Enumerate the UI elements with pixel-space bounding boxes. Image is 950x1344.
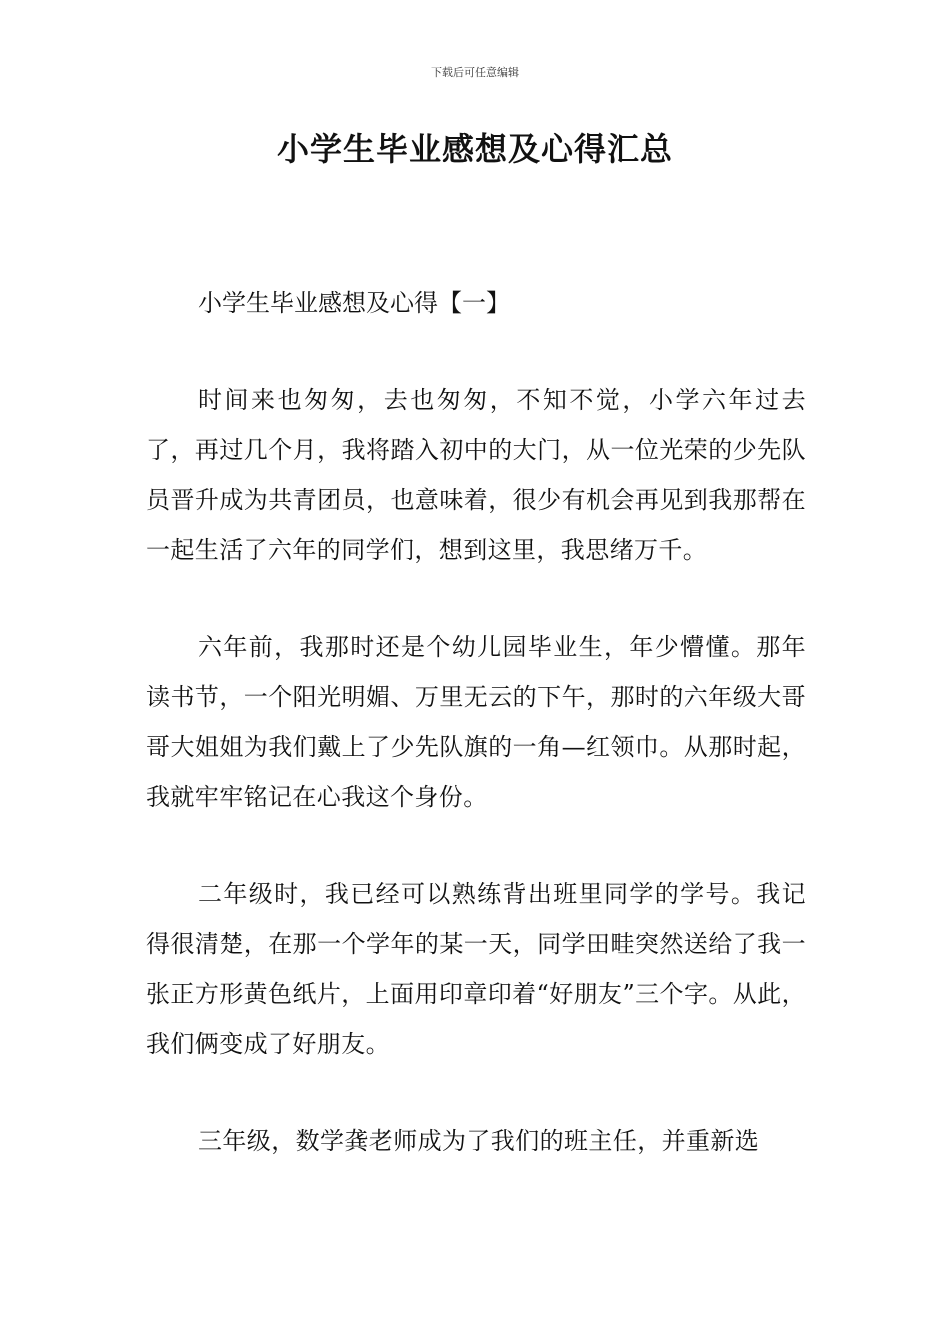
paragraph-2: 六年前，我那时还是个幼儿园毕业生，年少懵懂。那年读书节，一个阳光明媚、万里无云的下午，那时的六年级大哥哥大姐姐为我们戴上了少先队旗的一角—红领巾。从那时起，我就牢牢铭记在心我这个身份。	[146, 633, 806, 811]
paragraph-3: 二年级时，我已经可以熟练背出班里同学的学号。我记得很清楚，在那一个学年的某一天，同学田畦突然送给了我一张正方形黄色纸片，上面用印章印着“好朋友”三个字。从此，我们俩变成了好朋友。	[146, 880, 806, 1058]
paragraph-4: 三年级，数学龚老师成为了我们的班主任，并重新选	[198, 1127, 760, 1155]
document-title: 小学生毕业感想及心得汇总	[276, 130, 673, 168]
header-note: 下载后可任意编辑	[431, 66, 519, 79]
section-heading: 小学生毕业感想及心得【一】	[198, 289, 510, 317]
paragraph-1: 时间来也匆匆，去也匆匆，不知不觉，小学六年过去了，再过几个月，我将踏入初中的大门，从一位光荣的少先队员晋升成为共青团员，也意味着，很少有机会再见到我那帮在一起生活了六年的同学们，想到这里，我思绪万千。	[146, 386, 806, 564]
document-body	[146, 278, 806, 1166]
